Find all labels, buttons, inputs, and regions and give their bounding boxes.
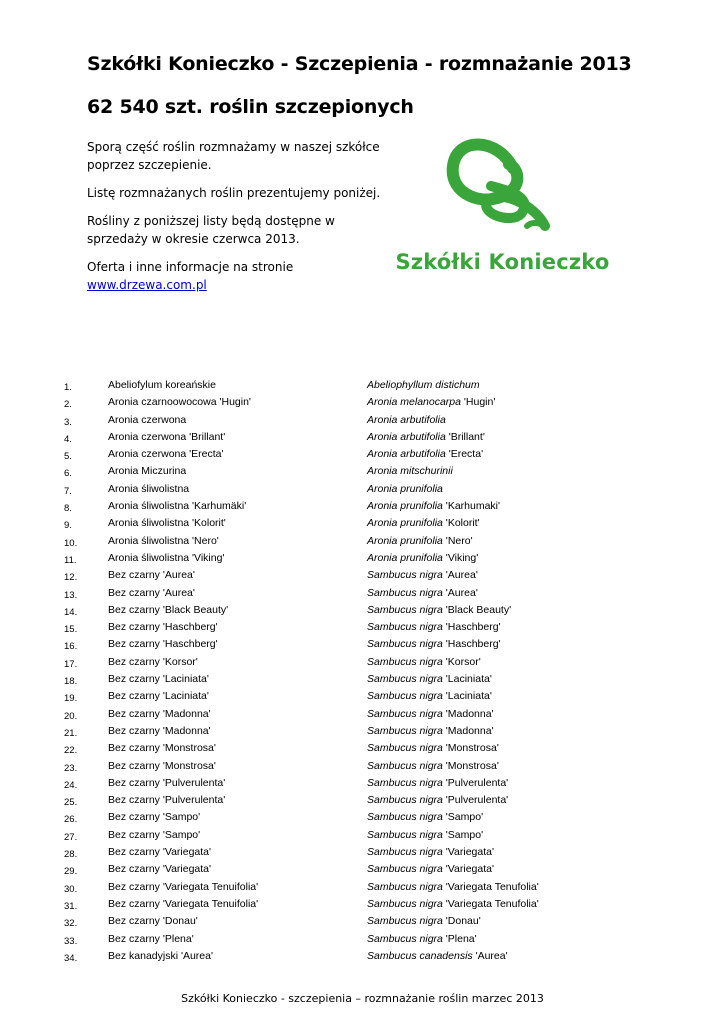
latin-name — [367, 792, 508, 809]
list-item — [0, 654, 725, 671]
latin-cultivar: 'Aurea' — [442, 569, 478, 582]
item-number: 19. — [64, 693, 78, 705]
list-item — [0, 602, 725, 619]
latin-cultivar: 'Nero' — [442, 534, 473, 547]
list-item — [0, 844, 725, 861]
latin-name — [367, 515, 480, 532]
plant-list — [0, 377, 725, 965]
latin-genus: Sambucus nigra — [367, 603, 443, 616]
list-item — [0, 533, 725, 550]
latin-genus: Sambucus nigra — [367, 880, 443, 893]
polish-name: Bez czarny 'Variegata Tenuifolia' — [108, 880, 259, 893]
latin-name — [367, 567, 478, 584]
company-logo — [395, 128, 610, 283]
item-number: 17. — [64, 658, 78, 670]
polish-name: Aronia czerwona — [108, 413, 187, 426]
item-number: 8. — [64, 503, 72, 515]
page-subtitle: 62 540 szt. roślin szczepionych — [87, 96, 414, 118]
item-number: 14. — [64, 606, 78, 618]
polish-name: Bez kanadyjski 'Aurea' — [108, 949, 213, 962]
latin-genus: Sambucus nigra — [367, 776, 443, 789]
latin-genus: Sambucus nigra — [367, 759, 443, 772]
latin-name — [367, 636, 501, 653]
polish-name: Bez czarny 'Aurea' — [108, 569, 195, 582]
polish-name: Bez czarny 'Variegata' — [108, 863, 212, 876]
latin-genus: Sambucus nigra — [367, 690, 443, 703]
latin-name — [367, 948, 508, 965]
latin-genus: Sambucus nigra — [367, 932, 443, 945]
item-number: 22. — [64, 745, 78, 757]
latin-cultivar: 'Haschberg' — [442, 621, 501, 634]
polish-name: Bez czarny 'Sampo' — [108, 811, 201, 824]
polish-name: Bez czarny 'Variegata' — [108, 846, 212, 859]
latin-name — [367, 429, 485, 446]
latin-name — [367, 723, 494, 740]
item-number: 4. — [64, 433, 72, 445]
list-item — [0, 896, 725, 913]
latin-cultivar: 'Black Beauty' — [442, 603, 512, 616]
item-number: 12. — [64, 572, 78, 584]
list-item — [0, 377, 725, 394]
website-link[interactable]: www.drzewa.com.pl — [87, 278, 207, 292]
latin-cultivar: 'Variegata' — [442, 863, 494, 876]
latin-name — [367, 861, 494, 878]
item-number: 13. — [64, 589, 78, 601]
polish-name: Bez czarny 'Monstrosa' — [108, 742, 216, 755]
polish-name: Bez czarny 'Donau' — [108, 915, 198, 928]
intro-paragraph-4 — [87, 258, 387, 294]
polish-name: Bez czarny 'Haschberg' — [108, 638, 218, 651]
latin-name — [367, 619, 501, 636]
latin-genus: Sambucus nigra — [367, 621, 443, 634]
latin-name — [367, 758, 499, 775]
latin-cultivar: 'Sampo' — [442, 811, 484, 824]
list-item — [0, 463, 725, 480]
latin-genus: Sambucus nigra — [367, 569, 443, 582]
latin-cultivar: 'Pulverulenta' — [442, 794, 509, 807]
logo-swirl-icon — [395, 128, 610, 248]
latin-name — [367, 775, 508, 792]
latin-name — [367, 654, 481, 671]
list-item — [0, 775, 725, 792]
latin-name — [367, 412, 446, 429]
item-number: 1. — [64, 382, 72, 393]
polish-name: Aronia śliwolistna — [108, 482, 190, 495]
latin-genus: Sambucus nigra — [367, 846, 443, 859]
latin-name — [367, 671, 492, 688]
item-number: 24. — [64, 779, 78, 791]
latin-genus: Sambucus nigra — [367, 811, 443, 824]
latin-cultivar: 'Korsor' — [442, 655, 481, 668]
polish-name: Bez czarny 'Laciniata' — [108, 690, 209, 703]
latin-name — [367, 377, 480, 394]
polish-name: Aronia śliwolistna 'Karhumäki' — [108, 500, 247, 513]
item-number: 21. — [64, 727, 78, 739]
item-number: 7. — [64, 485, 72, 497]
item-number: 28. — [64, 849, 78, 861]
latin-cultivar: 'Pulverulenta' — [442, 776, 509, 789]
polish-name: Bez czarny 'Madonna' — [108, 724, 211, 737]
item-number: 25. — [64, 797, 78, 809]
item-number: 27. — [64, 831, 78, 843]
latin-cultivar: 'Monstrosa' — [442, 759, 499, 772]
latin-cultivar: 'Variegata Tenufolia' — [442, 880, 539, 893]
latin-genus: Aronia arbutifolia — [367, 413, 446, 426]
polish-name: Aronia czarnoowocowa 'Hugin' — [108, 396, 251, 409]
latin-cultivar: 'Brillant' — [445, 430, 485, 443]
latin-genus: Sambucus nigra — [367, 742, 443, 755]
list-item — [0, 879, 725, 896]
latin-genus: Sambucus nigra — [367, 828, 443, 841]
intro-paragraph-2: Listę rozmnażanych roślin prezentujemy poniżej. — [87, 186, 381, 200]
latin-cultivar: 'Laciniata' — [442, 690, 492, 703]
logo-text: Szkółki Konieczko — [395, 250, 610, 274]
latin-genus: Aronia prunifolia — [367, 500, 443, 513]
latin-cultivar: 'Hugin' — [460, 396, 496, 409]
list-item — [0, 758, 725, 775]
polish-name: Aronia czerwona 'Brillant' — [108, 430, 226, 443]
polish-name: Bez czarny 'Monstrosa' — [108, 759, 216, 772]
latin-cultivar: 'Plena' — [442, 932, 477, 945]
latin-genus: Sambucus nigra — [367, 897, 443, 910]
polish-name: Abeliofylum koreańskie — [108, 379, 216, 391]
latin-genus: Sambucus nigra — [367, 794, 443, 807]
item-number: 5. — [64, 451, 72, 463]
intro-paragraph-1: Sporą część roślin rozmnażamy w naszej szkółce poprzez szczepienie. — [87, 140, 380, 172]
polish-name: Bez czarny 'Variegata Tenuifolia' — [108, 897, 259, 910]
polish-name: Aronia śliwolistna 'Nero' — [108, 534, 219, 547]
list-item — [0, 706, 725, 723]
latin-cultivar: 'Madonna' — [442, 724, 494, 737]
list-item — [0, 688, 725, 705]
latin-name — [367, 550, 478, 567]
item-number: 26. — [64, 814, 78, 826]
latin-name — [367, 394, 495, 411]
list-item — [0, 619, 725, 636]
intro-paragraph-4-text: Oferta i inne informacje na stronie — [87, 260, 294, 274]
polish-name: Bez czarny 'Plena' — [108, 932, 194, 945]
list-item — [0, 498, 725, 515]
polish-name: Bez czarny 'Sampo' — [108, 828, 201, 841]
latin-genus: Sambucus nigra — [367, 586, 443, 599]
latin-cultivar: 'Monstrosa' — [442, 742, 499, 755]
list-item — [0, 948, 725, 965]
latin-genus: Sambucus nigra — [367, 673, 443, 686]
latin-name — [367, 844, 494, 861]
list-item — [0, 723, 725, 740]
item-number: 9. — [64, 520, 72, 532]
list-item — [0, 861, 725, 878]
item-number: 6. — [64, 468, 72, 480]
polish-name: Bez czarny 'Haschberg' — [108, 621, 218, 634]
list-item — [0, 394, 725, 411]
item-number: 16. — [64, 641, 78, 653]
polish-name: Bez czarny 'Black Beauty' — [108, 603, 229, 616]
latin-name — [367, 688, 492, 705]
list-item — [0, 412, 725, 429]
item-number: 18. — [64, 676, 78, 688]
polish-name: Aronia Miczurina — [108, 465, 187, 478]
polish-name: Aronia śliwolistna 'Kolorit' — [108, 517, 226, 530]
item-number: 23. — [64, 762, 78, 774]
latin-name — [367, 481, 443, 498]
latin-cultivar: 'Laciniata' — [442, 673, 492, 686]
latin-cultivar: 'Sampo' — [442, 828, 484, 841]
item-number: 11. — [64, 554, 77, 566]
polish-name: Aronia czerwona 'Erecta' — [108, 448, 224, 461]
latin-name — [367, 533, 473, 550]
list-item — [0, 481, 725, 498]
intro-paragraph-3: Rośliny z poniższej listy będą dostępne w sprzedaży w okresie czerwca 2013. — [87, 214, 335, 246]
item-number: 34. — [64, 952, 78, 964]
latin-cultivar: 'Variegata' — [442, 846, 494, 859]
latin-genus: Sambucus canadensis — [367, 949, 473, 962]
latin-name — [367, 913, 481, 930]
item-number: 31. — [64, 900, 78, 912]
latin-genus: Aronia prunifolia — [367, 482, 443, 495]
latin-genus: Aronia arbutifolia — [367, 430, 446, 443]
latin-cultivar: 'Donau' — [442, 915, 481, 928]
latin-genus: Aronia melanocarpa — [367, 396, 461, 409]
list-item — [0, 567, 725, 584]
latin-cultivar: 'Kolorit' — [442, 517, 480, 530]
polish-name: Bez czarny 'Korsor' — [108, 655, 198, 668]
list-item — [0, 585, 725, 602]
latin-name — [367, 602, 511, 619]
latin-cultivar: 'Karhumaki' — [442, 500, 501, 513]
latin-genus: Sambucus nigra — [367, 655, 443, 668]
latin-genus: Sambucus nigra — [367, 638, 443, 651]
item-number: 32. — [64, 918, 78, 930]
item-number: 20. — [64, 710, 78, 722]
latin-name — [367, 827, 483, 844]
latin-name — [367, 446, 483, 463]
item-number: 29. — [64, 866, 78, 878]
item-number: 3. — [64, 416, 72, 428]
latin-cultivar: 'Variegata Tenufolia' — [442, 897, 539, 910]
latin-genus: Sambucus nigra — [367, 724, 443, 737]
list-item — [0, 550, 725, 567]
item-number: 10. — [64, 537, 78, 549]
list-item — [0, 446, 725, 463]
latin-cultivar: 'Madonna' — [442, 707, 494, 720]
polish-name: Bez czarny 'Aurea' — [108, 586, 195, 599]
latin-name — [367, 585, 478, 602]
list-item — [0, 671, 725, 688]
latin-name — [367, 498, 500, 515]
latin-name — [367, 879, 539, 896]
latin-name — [367, 931, 477, 948]
list-item — [0, 931, 725, 948]
list-item — [0, 429, 725, 446]
footer: Szkółki Konieczko - szczepienia – rozmnażanie roślin marzec 2013 — [181, 992, 544, 1005]
latin-cultivar: 'Aurea' — [472, 949, 508, 962]
latin-cultivar: 'Haschberg' — [442, 638, 501, 651]
list-item — [0, 792, 725, 809]
latin-genus: Sambucus nigra — [367, 915, 443, 928]
polish-name: Bez czarny 'Pulverulenta' — [108, 776, 226, 789]
page-title: Szkółki Konieczko - Szczepienia - rozmnażanie 2013 — [87, 53, 632, 75]
latin-genus: Abeliophyllum distichum — [367, 379, 480, 391]
latin-genus: Aronia prunifolia — [367, 517, 443, 530]
latin-cultivar: 'Aurea' — [442, 586, 478, 599]
item-number: 2. — [64, 399, 72, 411]
latin-name — [367, 706, 494, 723]
intro-text — [87, 138, 387, 294]
list-item — [0, 809, 725, 826]
list-item — [0, 515, 725, 532]
latin-genus: Aronia prunifolia — [367, 534, 443, 547]
latin-name — [367, 740, 499, 757]
latin-name — [367, 463, 453, 480]
polish-name: Bez czarny 'Laciniata' — [108, 673, 209, 686]
latin-cultivar: 'Viking' — [442, 551, 479, 564]
latin-genus: Aronia prunifolia — [367, 551, 443, 564]
polish-name: Bez czarny 'Madonna' — [108, 707, 211, 720]
list-item — [0, 740, 725, 757]
item-number: 15. — [64, 624, 78, 636]
item-number: 30. — [64, 883, 78, 895]
list-item — [0, 827, 725, 844]
latin-genus: Aronia mitschurinii — [367, 465, 453, 478]
latin-name — [367, 896, 539, 913]
list-item — [0, 636, 725, 653]
item-number: 33. — [64, 935, 78, 947]
latin-genus: Sambucus nigra — [367, 863, 443, 876]
latin-genus: Sambucus nigra — [367, 707, 443, 720]
list-item — [0, 913, 725, 930]
latin-name — [367, 809, 483, 826]
latin-genus: Aronia arbutifolia — [367, 448, 446, 461]
polish-name: Aronia śliwolistna 'Viking' — [108, 551, 225, 564]
polish-name: Bez czarny 'Pulverulenta' — [108, 794, 226, 807]
latin-cultivar: 'Erecta' — [445, 448, 484, 461]
